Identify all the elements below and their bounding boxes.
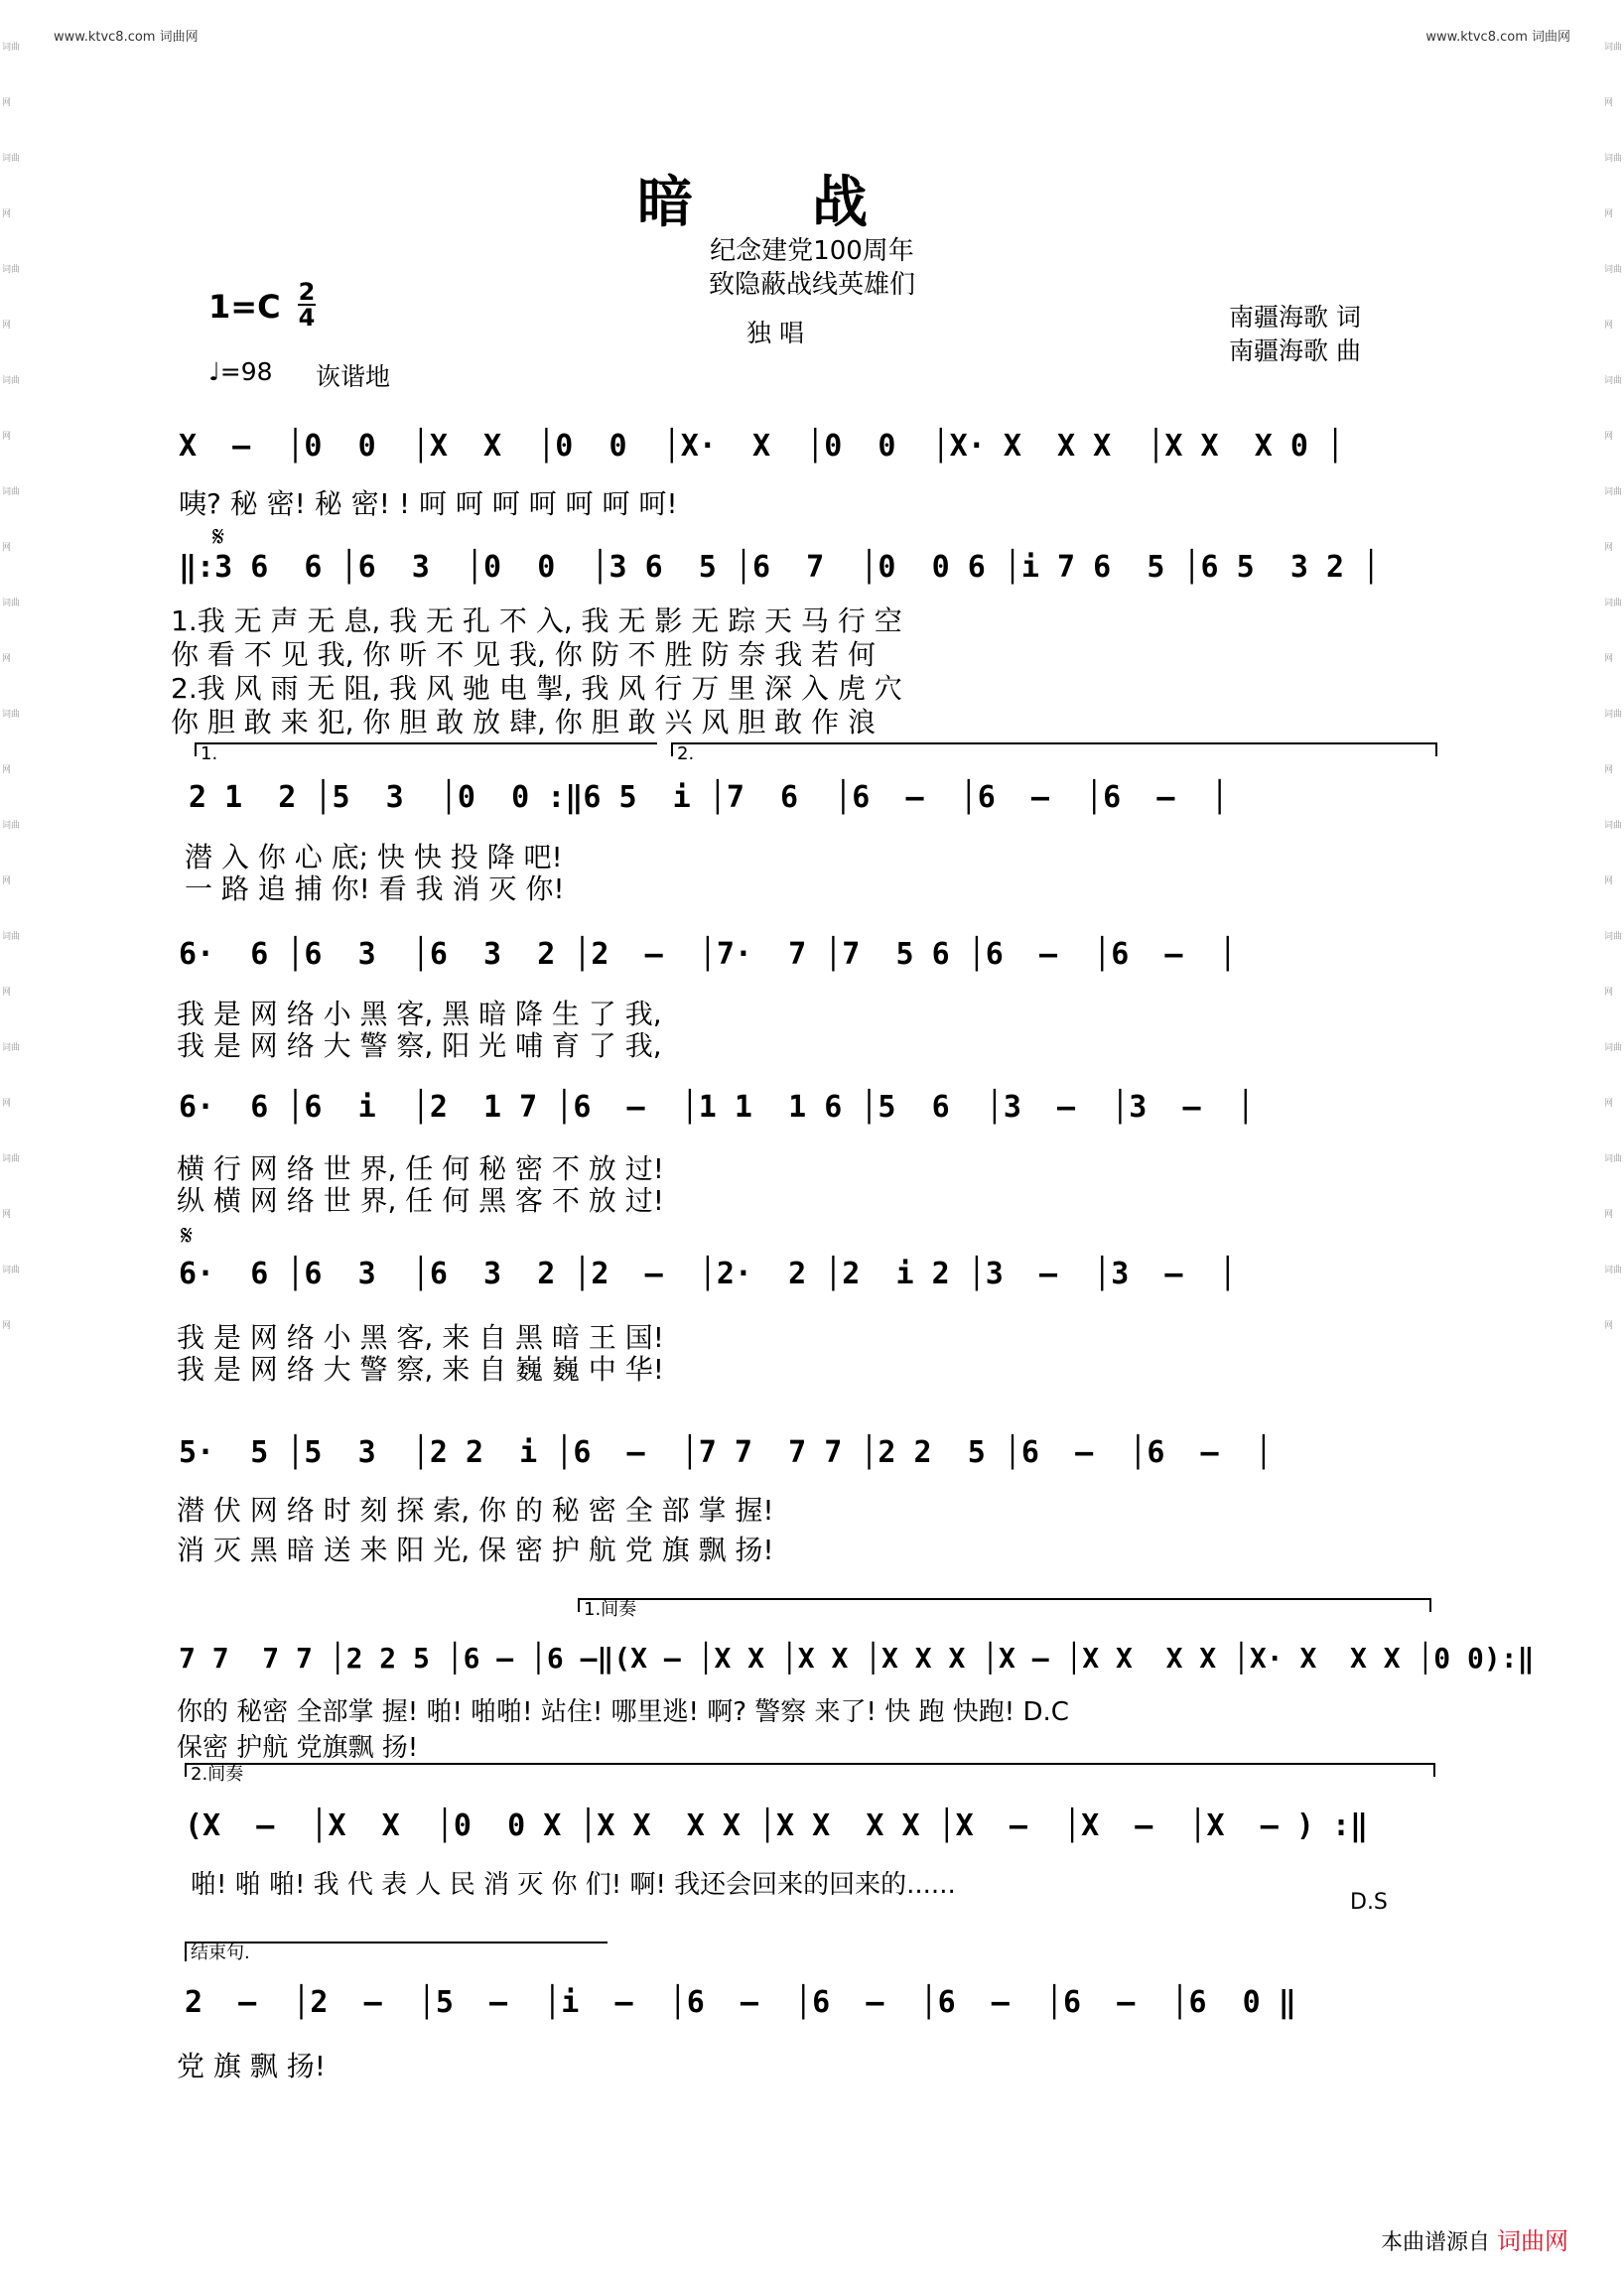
notation-row-9: (X – │X X │0 0 X │X X X X │X X X X │X – │X – │X – ) :‖ <box>185 1809 1369 1843</box>
song-title: 暗战 <box>637 170 987 235</box>
notation-row-6: 6· 6 │6 3 │6 3 2 │2 – │2· 2 │2 i 2 │3 – │3 – │ <box>179 1257 1237 1291</box>
site-link-right[interactable]: www.ktvc8.com 词曲网 <box>1425 30 1570 45</box>
subtitle-line-1: 纪念建党100周年 <box>710 236 914 266</box>
lyricist: 南疆海歌 词 <box>1229 303 1361 332</box>
key-signature: 1=C <box>208 288 281 326</box>
tempo: ♩=98 <box>208 357 273 386</box>
notation-row-1: X – │0 0 │X X │0 0 │X· X │0 0 │X· X X X │X X X 0 │ <box>179 429 1344 464</box>
lyrics-row-9: 啪! 啪 啪! 我 代 表 人 民 消 灭 你 们! 啊! 我还会回来的回来的...... <box>191 1870 956 1900</box>
lyrics-row-6a: 我 是 网 络 小 黑 客, 来 自 黑 暗 王 国! <box>177 1321 664 1354</box>
notation-row-8: 7 7 7 7 │2 2 5 │6 – │6 –‖(X – │X X │X X │X X X │X – │X X X X │X· X X X │0 0):‖ <box>179 1642 1535 1675</box>
notation-row-7: 5· 5 │5 3 │2 2 i │6 – │7 7 7 7 │2 2 5 │6 – │6 – │ <box>179 1435 1273 1470</box>
ending-phrase-bracket: 结束句. <box>185 1942 608 1961</box>
notation-row-2: ‖:3 6 6 │6 3 │0 0 │3 6 5 │6 7 │0 0 6 │i 7 6 5 │6 5 3 2 │ <box>179 550 1381 585</box>
lyrics-row-3b: 一 路 追 捕 你! 看 我 消 灭 你! <box>185 872 565 905</box>
side-watermark-right: 词曲网 词曲网 词曲网 词曲网 词曲网 词曲网 词曲网 词曲网 词曲网 词曲网 词曲网 词曲网 <box>1604 43 1622 1331</box>
site-link-left[interactable]: www.ktvc8.com 词曲网 <box>54 30 199 45</box>
lyrics-row-7b: 消 灭 黑 暗 送 来 阳 光, 保 密 护 航 党 旗 飘 扬! <box>177 1534 774 1566</box>
lyrics-row-6b: 我 是 网 络 大 警 察, 来 自 巍 巍 中 华! <box>177 1353 664 1386</box>
volta-interlude-1: 1.间奏 <box>578 1598 1431 1612</box>
footer-source <box>1381 2221 1568 2256</box>
segno-sign: 𝄋 <box>212 520 225 553</box>
segno-sign-2: 𝄋 <box>181 1219 194 1252</box>
time-signature: 2 4 <box>298 278 316 332</box>
lyrics-row-5a: 横 行 网 络 世 界, 任 何 秘 密 不 放 过! <box>177 1152 664 1185</box>
subtitle-line-2: 致隐蔽战线英雄们 <box>708 270 915 300</box>
lyrics-row-2-verse2a: 2.我 风 雨 无 阻, 我 风 驰 电 掣, 我 风 行 万 里 深 入 虎 穴 <box>171 672 902 705</box>
notation-row-5: 6· 6 │6 i │2 1 7 │6 – │1 1 1 6 │5 6 │3 – │3 – │ <box>179 1090 1255 1125</box>
lyrics-row-5b: 纵 横 网 络 世 界, 任 何 黑 客 不 放 过! <box>177 1184 664 1217</box>
lyrics-row-8b: 保密 护航 党旗飘 扬! <box>177 1733 419 1763</box>
lyrics-row-8a: 你的 秘密 全部掌 握! 啪! 啪啪! 站住! 哪里逃! 啊? 警察 来了! 快 跑 快跑! D.C <box>177 1697 1069 1727</box>
composer: 南疆海歌 曲 <box>1229 336 1361 365</box>
volta-bracket-2: 2. <box>671 742 1437 756</box>
lyrics-row-7a: 潜 伏 网 络 时 刻 探 索, 你 的 秘 密 全 部 掌 握! <box>177 1494 774 1527</box>
lyrics-row-10: 党 旗 飘 扬! <box>177 2050 326 2082</box>
expression-mark: 诙谐地 <box>316 362 391 391</box>
performance-form: 独 唱 <box>746 319 804 347</box>
lyrics-row-2-verse1a: 1.我 无 声 无 息, 我 无 孔 不 入, 我 无 影 无 踪 天 马 行 空 <box>171 604 902 637</box>
lyrics-row-2-verse2b: 你 胆 敢 来 犯, 你 胆 敢 放 肆, 你 胆 敢 兴 风 胆 敢 作 浪 <box>171 706 877 738</box>
volta-bracket-1: 1. <box>195 742 657 756</box>
lyrics-row-4a: 我 是 网 络 小 黑 客, 黑 暗 降 生 了 我, <box>177 998 662 1030</box>
footer-label: 本曲谱源自 <box>1380 2230 1490 2255</box>
lyrics-row-4b: 我 是 网 络 大 警 察, 阳 光 哺 育 了 我, <box>177 1029 662 1062</box>
footer-brand-link[interactable]: 词曲网 <box>1497 2227 1568 2255</box>
notation-row-4: 6· 6 │6 3 │6 3 2 │2 – │7· 7 │7 5 6 │6 – │6 – │ <box>179 937 1237 972</box>
notation-row-3: 2 1 2 │5 3 │0 0 :‖6 5 i │7 6 │6 – │6 – │6 – │ <box>189 780 1229 815</box>
dal-segno-mark: D.S <box>1350 1890 1388 1915</box>
notation-row-10: 2 – │2 – │5 – │i – │6 – │6 – │6 – │6 – │6 0 ‖ <box>185 1985 1296 2020</box>
lyrics-row-1: 咦? 秘 密! 秘 密! ! 呵 呵 呵 呵 呵 呵 呵! <box>179 487 678 520</box>
lyrics-row-2-verse1b: 你 看 不 见 我, 你 听 不 见 我, 你 防 不 胜 防 奈 我 若 何 <box>171 638 877 671</box>
volta-interlude-2: 2.间奏 <box>185 1763 1435 1777</box>
side-watermark-left: 词曲网 词曲网 词曲网 词曲网 词曲网 词曲网 词曲网 词曲网 词曲网 词曲网 词曲网 词曲网 <box>2 43 20 1331</box>
lyrics-row-3a: 潜 入 你 心 底; 快 快 投 降 吧! <box>185 841 563 873</box>
